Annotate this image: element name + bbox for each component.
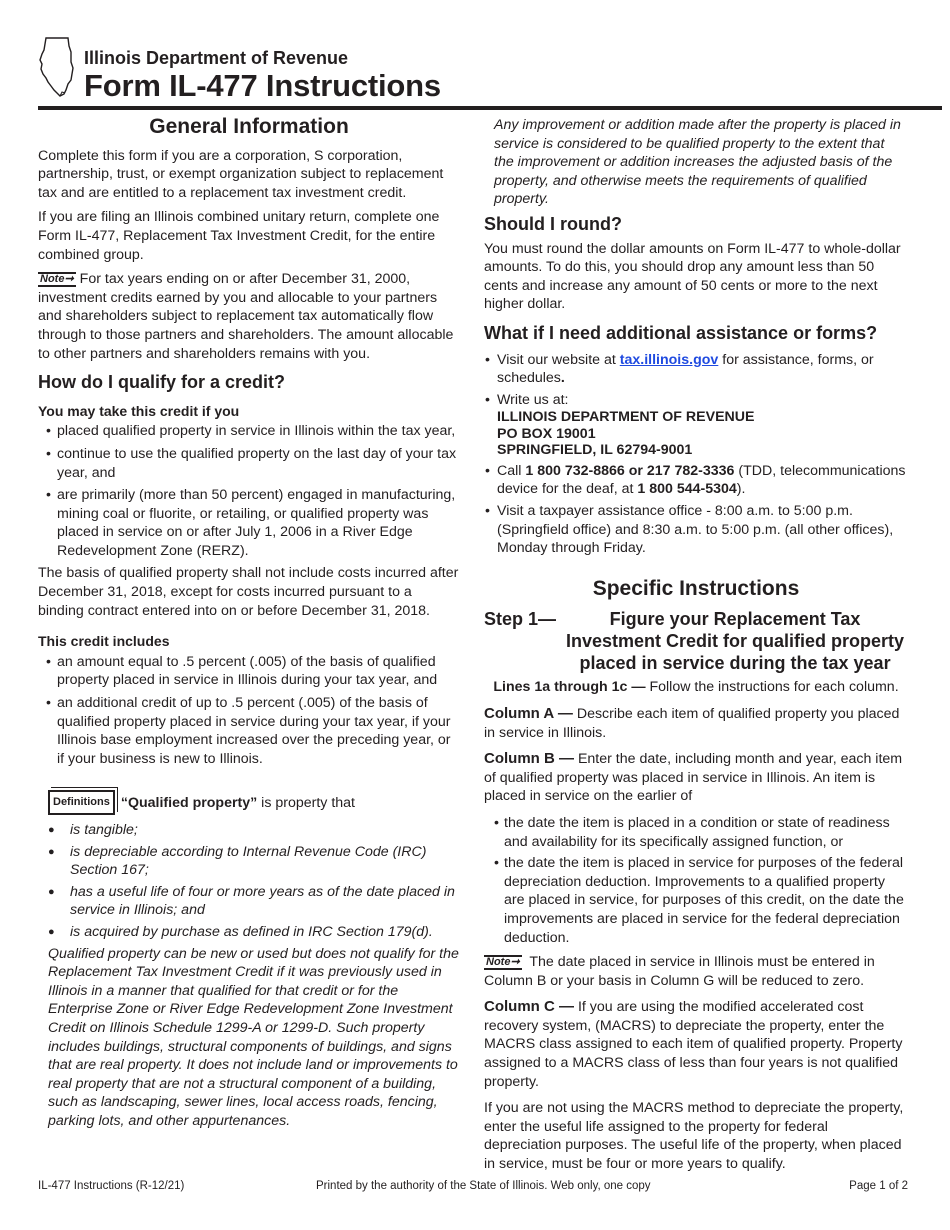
list-item: ● is depreciable according to Internal Revenue Code (IRC) Section 167; — [48, 843, 460, 880]
list-item: • an amount equal to .5 percent (.005) of the basis of qualified property placed in service in Illinois during your tax year, and — [38, 653, 460, 690]
list-item: • Call 1 800 732-8866 or 217 782-3336 (TDD, telecommunications device for the deaf, at 1 800 544-5304). — [484, 462, 908, 499]
general-information-heading: General Information — [149, 115, 349, 138]
qualified-property-term: “Qualified property” — [120, 795, 258, 812]
step-1-heading — [484, 608, 908, 674]
step-title: Figure your Replacement Tax Investment Credit for qualified property placed in service during the tax year — [565, 609, 905, 674]
step-number: Step 1— — [484, 609, 557, 630]
note-icon: Note➞ — [486, 956, 520, 969]
qualify-subheading: You may take this credit if you — [38, 402, 240, 419]
list-item: • Visit a taxpayer assistance office - 8:00 a.m. to 5:00 p.m. (Springfield office) and 8:30 a.m. to 5:00 p.m. (all other offices), Monday through Friday. — [484, 502, 908, 558]
lines-instruction: Lines 1a through 1c — Follow the instructions for each column. — [493, 679, 899, 696]
illinois-outline-icon — [38, 36, 78, 98]
column-b-instruction: Column B — Enter the date, including month and year, each item of qualified property was placed in service in Illinois. An item is placed in service on the earlier of — [484, 750, 903, 805]
list-item: • are primarily (more than 50 percent) engaged in manufacturing, mining coal or fluorite, or retailing, or qualified property was placed in service on or after July 1, 2006 in a River Edge Redevelopment Zone (RERZ). — [38, 486, 460, 560]
macrs-paragraph: If you are not using the MACRS method to depreciate the property, enter the useful life assigned to the property for federal depreciation purposes. The useful life of the property, when placed in service, must be four or more years to qualify. — [484, 1100, 904, 1173]
list-item: • placed qualified property in service in Illinois within the tax year, — [38, 422, 460, 441]
note-icon: Note➞ — [40, 273, 74, 286]
tdd-number: 1 800 544-5304 — [637, 481, 737, 498]
general-paragraph-2: If you are filing an Illinois combined unitary return, complete one Form IL-477, Replacement Tax Investment Credit, for the entire combined group. — [38, 209, 440, 263]
definitions-icon: Definitions — [48, 790, 115, 815]
includes-subheading: This credit includes — [38, 633, 170, 650]
footer-authority: Printed by the authority of the State of Illinois. Web only, one copy — [316, 1180, 651, 1192]
mailing-address-line-2: PO BOX 19001 — [497, 425, 596, 442]
phone-numbers: 1 800 732-8866 or 217 782-3336 — [525, 462, 735, 479]
column-c-instruction: Column C — If you are using the modified accelerated cost recovery system, (MACRS) to depreciate the property, enter the MACRS class assigned to each item of qualified property. Property assigned to a MACRS class of less than four years is not qualified property. — [484, 998, 903, 1090]
list-item: • continue to use the qualified property on the last day of your tax year, and — [38, 445, 460, 482]
qualified-property-list — [38, 821, 460, 942]
mailing-address-line-1: ILLINOIS DEPARTMENT OF REVENUE — [497, 409, 755, 426]
qualify-list — [38, 422, 460, 560]
round-heading: Should I round? — [484, 213, 622, 234]
list-item: ● is acquired by purchase as defined in IRC Section 179(d). — [48, 923, 460, 942]
column-b-note: Note➞ The date placed in service in Illinois must be entered in Column B or your basis in Column G will be reduced to zero. — [484, 954, 875, 989]
list-item: ● is tangible; — [48, 821, 460, 840]
qualify-heading: How do I qualify for a credit? — [38, 372, 286, 393]
column-b-list — [484, 814, 908, 947]
general-paragraph-1: Complete this form if you are a corporation, S corporation, partnership, trust, or exempt organization subject to replacement tax and are entitled to a replacement tax investment credit. — [38, 147, 444, 201]
agency-name: Illinois Department of Revenue — [84, 48, 349, 68]
list-item: ● has a useful life of four or more years as of the date placed in service in Illinois; and — [48, 883, 460, 920]
header-divider — [38, 106, 942, 110]
round-paragraph: You must round the dollar amounts on Form IL-477 to whole-dollar amounts. To do this, you should drop any amount less than 50 cents and increase any amount of 50 cents or more to the next higher dollar. — [484, 240, 901, 313]
qualified-property-note: Qualified property can be new or used but does not qualify for the Replacement Tax Investment Credit if it was previously used in Illinois in a manner that qualified for that credit or for the Enterprise Zone or River Edge Redevelopment Zone Investment Credit on Illinois Schedule 1299-A or 1299-D. Such property includes buildings, structural components of buildings, and signs that are real property. It does not include land or improvements to real property that are not a structural component of a building, such as landscaping, sewer lines, local access roads, fencing, parking lots, and other appurtenances. — [48, 945, 459, 1129]
basis-paragraph: The basis of qualified property shall not include costs incurred after December 31, 2018, except for costs incurred pursuant to a binding contract entered into on or before December 31, 2018. — [38, 565, 459, 619]
includes-list — [38, 653, 460, 769]
list-item: • Write us at: ILLINOIS DEPARTMENT OF REVENUE PO BOX 19001 SPRINGFIELD, IL 62794-9001 — [484, 391, 908, 459]
specific-instructions-heading: Specific Instructions — [592, 576, 800, 600]
mailing-address-line-3: SPRINGFIELD, IL 62794-9001 — [497, 442, 693, 459]
assistance-list — [484, 351, 908, 558]
general-note: Note➞ For tax years ending on or after December 31, 2000, investment credits earned by you and allocable to your partners and shareholders subject to replacement tax automatically flow through to those partners and shareholders. The amount allocable to other partners and shareholders remains with you. — [38, 271, 454, 362]
improvement-paragraph: Any improvement or addition made after the property is placed in service is considered to be qualified property to the extent that the improvement or addition increases the adjusted basis of the property, and otherwise meets the requirements of qualified property. — [494, 117, 901, 208]
list-item: • an additional credit of up to .5 percent (.005) of the basis of qualified property placed in service during your tax year, if your Illinois base employment increased over the preceding year, or if your business is new to Illinois. — [38, 694, 460, 768]
right-column — [484, 116, 908, 1180]
column-a-instruction: Column A — Describe each item of qualified property you placed in service in Illinois. — [484, 704, 900, 741]
page-header — [38, 36, 942, 106]
list-item: • the date the item is placed in a condition or state of readiness and availability for its specifically assigned function, or — [494, 814, 908, 851]
footer-page-number: Page 1 of 2 — [849, 1180, 908, 1192]
qualified-property-definition: Definitions “Qualified property” is property that — [48, 790, 460, 815]
website-link[interactable]: tax.illinois.gov — [619, 351, 719, 368]
footer-form-id: IL-477 Instructions (R-12/21) — [38, 1180, 185, 1192]
list-item: • the date the item is placed in service for purposes of the federal depreciation deduction. Improvements to a qualified property are placed in service, for purposes of this credit, on the date the improvements are placed in service for the federal depreciation deduction. — [494, 854, 908, 947]
assistance-heading: What if I need additional assistance or forms? — [484, 322, 878, 343]
page-title: Form IL-477 Instructions — [84, 68, 441, 103]
list-item: • Visit our website at tax.illinois.gov for assistance, forms, or schedules. — [484, 351, 908, 388]
left-column — [38, 116, 460, 1137]
